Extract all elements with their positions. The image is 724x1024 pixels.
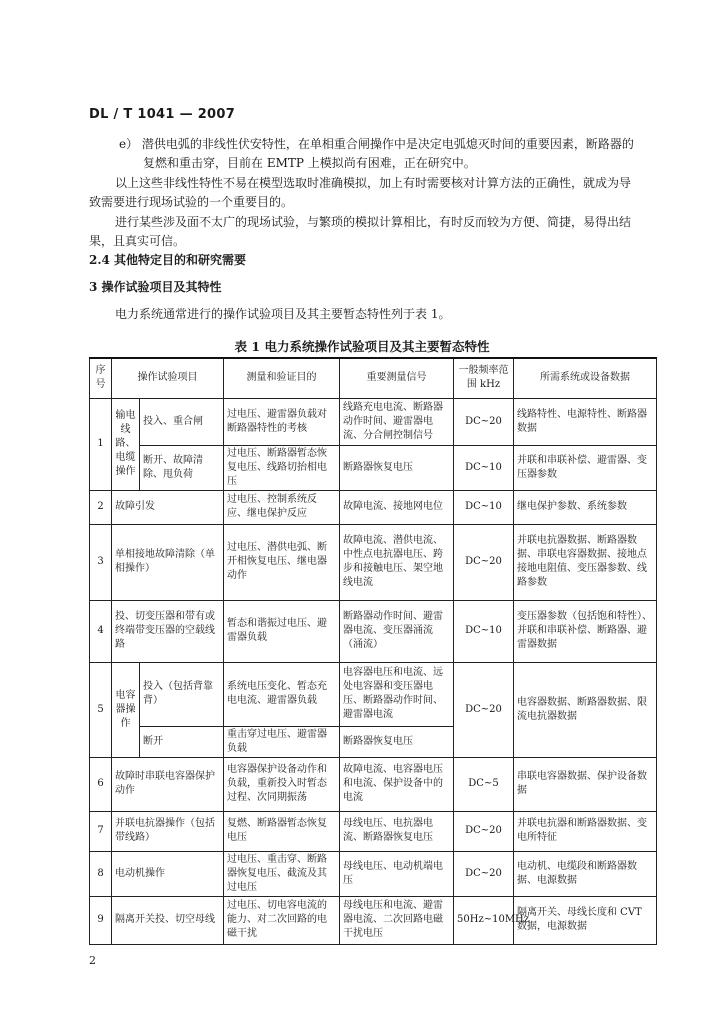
row-7-freq: DC~20	[454, 811, 514, 851]
row-1a-item: 投入、重合闸	[140, 398, 224, 445]
row-7-purpose: 复燃、断路器暂态恢复电压	[224, 811, 340, 851]
row-9-freq: 50Hz~10MHz	[454, 896, 514, 944]
row-6-no: 6	[90, 757, 112, 811]
row-6-data: 串联电容器数据、保护设备数据	[514, 757, 657, 811]
row-1a-signal: 线路充电电流、断路器动作时间、避雷器电流、分合闸控制信号	[340, 398, 454, 445]
row-1a-data: 线路特性、电源特性、断路器数据	[514, 398, 657, 445]
row-9-item: 隔离开关投、切空母线	[112, 896, 224, 944]
header-purpose: 测量和验证目的	[224, 358, 340, 398]
row-5b-purpose: 重击穿过电压、避雷器负载	[224, 726, 340, 757]
row-8-data: 电动机、电缆段和断路器数据、电源数据	[514, 851, 657, 896]
row-8-freq: DC~20	[454, 851, 514, 896]
row-3-data: 并联电抗器数据、断路器数据、串联电容器数据、接地点接地电阻值、变压器参数、线路参数	[514, 524, 657, 600]
row-4-freq: DC~10	[454, 600, 514, 662]
row-6-item: 故障时串联电容器保护动作	[112, 757, 224, 811]
header-freq: 一般频率范围 kHz	[454, 358, 514, 398]
table-row-3	[90, 524, 657, 600]
row-2-item: 故障引发	[112, 490, 224, 524]
row-7-signal: 母线电压、电抗器电流、断路器恢复电压	[340, 811, 454, 851]
row-1a-purpose: 过电压、避雷器负载对断路器特性的考核	[224, 398, 340, 445]
table-row-2	[90, 490, 657, 524]
row-5a-signal: 电容器电压和电流、远处电容器和变压器电压、断路器动作时间、避雷器电流	[340, 662, 454, 726]
row-9-data: 隔离开关、母线长度和 CVT 数据，电源数据	[514, 896, 657, 944]
paragraph-item-e: e） 潜供电弧的非线性伏安特性，在单相重合闸操作中是决定电弧熄灭时间的重要因素，断路器的	[119, 137, 634, 151]
row-4-signal: 断路器动作时间、避雷器电流、变压器涌流（涌流）	[340, 600, 454, 662]
row-5b-item: 断开	[140, 726, 224, 757]
row-7-item: 并联电抗器操作（包括带线路）	[112, 811, 224, 851]
header-no: 序号	[90, 358, 112, 398]
section-3-heading: 3 操作试验项目及其特性	[89, 280, 222, 294]
row-1b-item: 断开、故障清除、甩负荷	[140, 445, 224, 490]
header-item: 操作试验项目	[112, 358, 224, 398]
table-row-7	[90, 811, 657, 851]
row-4-purpose: 暂态和谐振过电压、避雷器负载	[224, 600, 340, 662]
row-1a-freq: DC~20	[454, 398, 514, 445]
paragraph-1a: 以上这些非线性特性不易在模型选取时准确模拟，加上有时需要核对计算方法的正确性，就成为导	[115, 176, 632, 190]
row-3-freq: DC~20	[454, 524, 514, 600]
header-data: 所需系统或设备数据	[514, 358, 657, 398]
row-9-signal: 母线电压和电流、避雷器电流、二次回路电磁干扰电压	[340, 896, 454, 944]
paragraph-item-e-cont: 复燃和重击穿，目前在 EMTP 上模拟尚有困难，正在研究中。	[143, 156, 476, 170]
row-3-no: 3	[90, 524, 112, 600]
table-row-1a	[90, 398, 657, 445]
row-2-data: 继电保护参数、系统参数	[514, 490, 657, 524]
row-1-no: 1	[90, 398, 112, 490]
operation-test-table	[89, 357, 657, 945]
row-8-no: 8	[90, 851, 112, 896]
table-row-8	[90, 851, 657, 896]
row-4-item: 投、切变压器和带有或终端带变压器的空载线路	[112, 600, 224, 662]
row-5-freq: DC~20	[454, 662, 514, 757]
row-1b-signal: 断路器恢复电压	[340, 445, 454, 490]
row-7-data: 并联电抗器和断路器数据、变电所特征	[514, 811, 657, 851]
row-1b-data: 并联和串联补偿、避雷器、变压器参数	[514, 445, 657, 490]
row-1b-purpose: 过电压、断路器暂态恢复电压、线路切抬相电压	[224, 445, 340, 490]
row-6-freq: DC~5	[454, 757, 514, 811]
table-header-row	[90, 358, 657, 398]
table-intro-text: 电力系统通常进行的操作试验项目及其主要暂态特性列于表 1。	[115, 307, 451, 321]
table-row-9	[90, 896, 657, 944]
row-4-no: 4	[90, 600, 112, 662]
row-3-signal: 故障电流、潜供电流、中性点电抗器电压、跨步和接触电压、架空地线电流	[340, 524, 454, 600]
row-4-data: 变压器参数（包括饱和特性）、并联和串联补偿、断路器、避雷器数据	[514, 600, 657, 662]
table-row-5a	[90, 662, 657, 726]
table-row-6	[90, 757, 657, 811]
row-1-group: 输电线路、电缆操作	[112, 398, 140, 490]
page-number: 2	[89, 954, 96, 967]
row-8-item: 电动机操作	[112, 851, 224, 896]
row-3-item: 单相接地故障清除（单相操作）	[112, 524, 224, 600]
row-6-purpose: 电容器保护设备动作和负载，重新投入时暂态过程、次同期振荡	[224, 757, 340, 811]
row-6-signal: 故障电流、电容器电压和电流、保护设备中的电流	[340, 757, 454, 811]
row-3-purpose: 过电压、潜供电弧、断开相恢复电压、继电器动作	[224, 524, 340, 600]
row-1b-freq: DC~10	[454, 445, 514, 490]
row-2-purpose: 过电压、控制系统反应、继电保护反应	[224, 490, 340, 524]
row-5b-signal: 断路器恢复电压	[340, 726, 454, 757]
row-9-no: 9	[90, 896, 112, 944]
row-2-no: 2	[90, 490, 112, 524]
row-9-purpose: 过电压、切电容电流的能力、对二次回路的电磁干扰	[224, 896, 340, 944]
row-2-signal: 故障电流、接地网电位	[340, 490, 454, 524]
header-signal: 重要测量信号	[340, 358, 454, 398]
table-caption: 表 1 电力系统操作试验项目及其主要暂态特性	[234, 339, 490, 354]
row-5a-purpose: 系统电压变化、暂态充电电流、避雷器负载	[224, 662, 340, 726]
paragraph-1b: 致需要进行现场试验的一个重要目的。	[89, 195, 294, 209]
row-2-freq: DC~10	[454, 490, 514, 524]
row-8-purpose: 过电压、重击穿、断路器恢复电压、截流及其过电压	[224, 851, 340, 896]
row-5a-item: 投入（包括背靠背）	[140, 662, 224, 726]
row-8-signal: 母线电压、电动机端电压	[340, 851, 454, 896]
row-5-group: 电容器操作	[112, 662, 140, 757]
paragraph-2a: 进行某些涉及面不太广的现场试验，与繁琐的模拟计算相比，有时反而较为方便、简捷，易得出结	[115, 215, 632, 229]
table-row-1b	[90, 445, 657, 490]
row-7-no: 7	[90, 811, 112, 851]
standard-code-header: DL / T 1041 — 2007	[89, 107, 236, 122]
section-2-4-heading: 2.4 其他特定目的和研究需要	[89, 253, 247, 267]
row-5-data: 电容器数据、断路器数据、限流电抗器数据	[514, 662, 657, 757]
table-row-4	[90, 600, 657, 662]
paragraph-2b: 果，且真实可信。	[89, 234, 186, 248]
row-5-no: 5	[90, 662, 112, 757]
